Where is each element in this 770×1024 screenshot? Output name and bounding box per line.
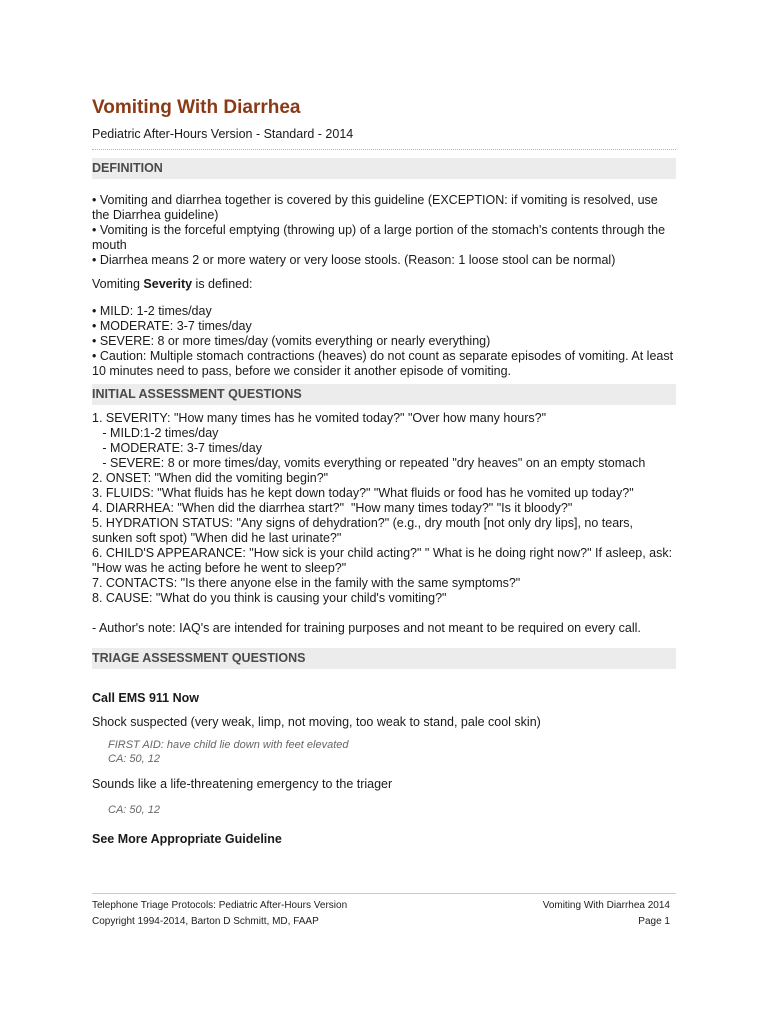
authors-note: - Author's note: IAQ's are intended for training purposes and not meant to be required on every call. [92, 621, 641, 635]
list-item: 3. FLUIDS: "What fluids has he kept down today?" "What fluids or food has he vomited up today?" [92, 486, 634, 500]
list-item: 2. ONSET: "When did the vomiting begin?" [92, 471, 329, 485]
list-item: • Caution: Multiple stomach contractions (heaves) do not count as separate episodes of vomiting. At least 10 minutes need to pass, before we consider it another episode of vomiting. [92, 349, 674, 378]
first-aid-text: FIRST AID: have child lie down with feet elevated [108, 739, 349, 751]
list-item: 1. SEVERITY: "How many times has he vomited today?" "Over how many hours?" [92, 411, 547, 425]
list-item: • Vomiting is the forceful emptying (throwing up) of a large portion of the stomach's contents through the mouth [92, 223, 666, 252]
list-item: - MODERATE: 3-7 times/day [92, 441, 262, 455]
list-item: 4. DIARRHEA: "When did the diarrhea start?" "How many times today?" "Is it bloody?" [92, 501, 573, 515]
definition-header: DEFINITION [92, 158, 676, 179]
list-item: • Diarrhea means 2 or more watery or very loose stools. (Reason: 1 loose stool can be normal) [92, 253, 616, 267]
page-footer [92, 898, 670, 930]
triage-header: TRIAGE ASSESSMENT QUESTIONS [92, 648, 676, 669]
definition-bullets [92, 193, 676, 268]
document-body [92, 96, 676, 847]
list-item: - MILD:1-2 times/day [92, 426, 219, 440]
document-subtitle: Pediatric After-Hours Version - Standard - 2014 [92, 126, 676, 150]
list-item: 7. CONTACTS: "Is there anyone else in the family with the same symptoms?" [92, 576, 521, 590]
list-item: • SEVERE: 8 or more times/day (vomits everything or nearly everything) [92, 334, 491, 348]
severity-intro-prefix: Vomiting [92, 277, 144, 291]
footer-divider [92, 893, 676, 894]
list-item: • Vomiting and diarrhea together is covered by this guideline (EXCEPTION: if vomiting is resolved, use the Diarrhea guideline) [92, 193, 658, 222]
severity-intro-suffix: is defined: [192, 277, 253, 291]
list-item: • MODERATE: 3-7 times/day [92, 319, 252, 333]
see-more-heading: See More Appropriate Guideline [92, 832, 282, 846]
care-advice-codes: CA: 50, 12 [108, 804, 160, 816]
page-number: Page 1 [638, 916, 670, 927]
list-item: 5. HYDRATION STATUS: "Any signs of dehydration?" (e.g., dry mouth [not only dry lips], no tears, sunken soft spot) "When did he last urinate?" [92, 516, 634, 545]
footer-source: Telephone Triage Protocols: Pediatric After-Hours Version [92, 900, 348, 911]
list-item: • MILD: 1-2 times/day [92, 304, 212, 318]
footer-row [92, 898, 670, 914]
footer-doc-title: Vomiting With Diarrhea 2014 [542, 900, 670, 911]
severity-intro [92, 277, 676, 292]
list-item: - SEVERE: 8 or more times/day, vomits everything or repeated "dry heaves" on an empty stomach [92, 456, 646, 470]
footer-row [92, 914, 670, 930]
severity-intro-bold: Severity [143, 277, 193, 291]
document-title: Vomiting With Diarrhea [92, 97, 301, 118]
triage-question-emergency: Sounds like a life-threatening emergency to the triager [92, 777, 393, 791]
initial-assessment-header: INITIAL ASSESSMENT QUESTIONS [92, 384, 676, 405]
care-advice-codes: CA: 50, 12 [108, 753, 160, 765]
severity-list [92, 304, 676, 379]
initial-assessment-list [92, 411, 676, 606]
list-item: 6. CHILD'S APPEARANCE: "How sick is your child acting?" " What is he doing right now?" If asleep, ask: "How was he acting before he went to sleep?" [92, 546, 673, 575]
list-item: 8. CAUSE: "What do you think is causing your child's vomiting?" [92, 591, 447, 605]
triage-question-shock: Shock suspected (very weak, limp, not moving, too weak to stand, pale cool skin) [92, 715, 541, 729]
call-ems-heading: Call EMS 911 Now [92, 691, 199, 705]
footer-copyright: Copyright 1994-2014, Barton D Schmitt, MD, FAAP [92, 916, 319, 927]
